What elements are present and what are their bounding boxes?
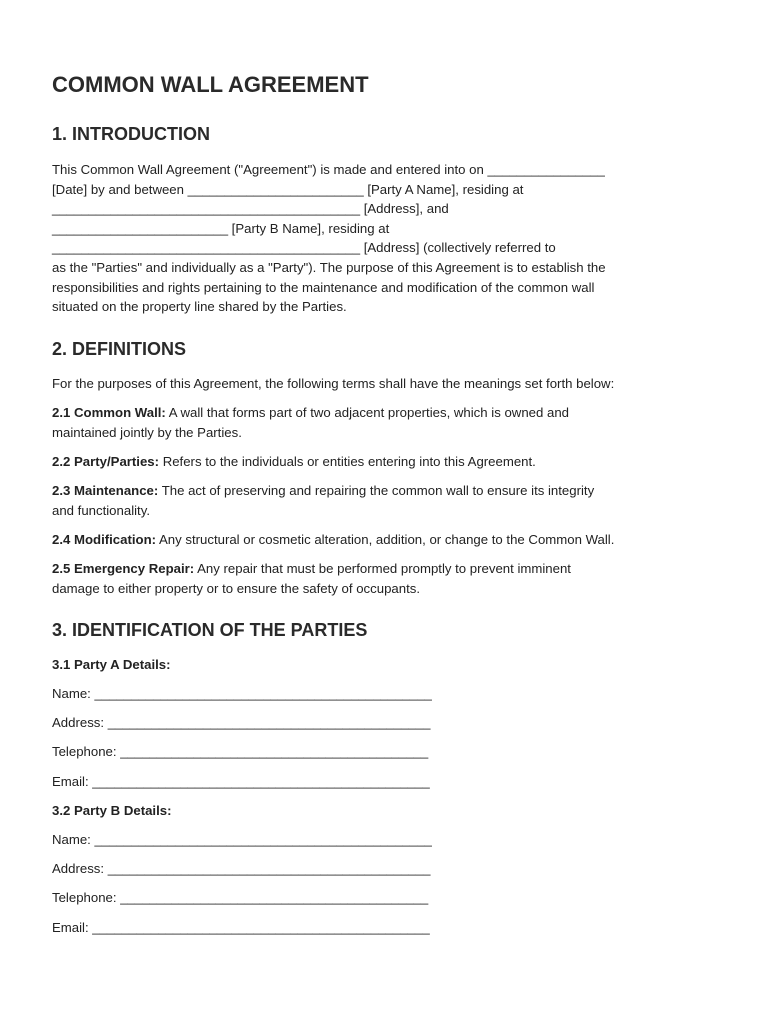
section-definitions-heading: 2. DEFINITIONS [52,339,187,359]
party-b-address-field[interactable]: Address: ____________________________________________ [52,861,431,876]
party-b-details-heading: 3.2 Party B Details: [52,803,172,818]
introduction-line: ________________________ [Party B Name], residing at [52,220,390,236]
party-a-email-field[interactable]: Email: ______________________________________________ [52,774,430,789]
party-a-address-field[interactable]: Address: ____________________________________________ [52,715,431,730]
definition-modification [52,530,614,550]
definition-text: Any structural or cosmetic alteration, addition, or change to the Common Wall. [156,532,615,547]
definition-term: 2.2 Party/Parties: [52,454,160,469]
introduction-line: __________________________________________ [Address], and [52,201,449,217]
definition-term: 2.3 Maintenance: [52,483,159,498]
definition-text: Any repair that must be performed promptly to prevent imminent [194,561,571,576]
definition-text: and functionality. [52,502,150,518]
document-title: COMMON WALL AGREEMENT [52,72,369,97]
definition-emergency-repair [52,559,571,598]
introduction-line: [Date] by and between ________________________ [Party A Name], residing at [52,181,524,197]
introduction-line: situated on the property line shared by the Parties. [52,299,347,315]
party-b-telephone-field[interactable]: Telephone: __________________________________________ [52,890,429,905]
introduction-line: responsibilities and rights pertaining to the maintenance and modification of the common wall [52,279,595,295]
definition-text: A wall that forms part of two adjacent properties, which is owned and [165,405,569,420]
definition-text: The act of preserving and repairing the common wall to ensure its integrity [158,483,595,498]
party-b-email-field[interactable]: Email: ______________________________________________ [52,920,430,935]
party-a-details-heading: 3.1 Party A Details: [52,657,171,672]
definition-text: damage to either property or to ensure the safety of occupants. [52,580,421,596]
introduction-line: This Common Wall Agreement ("Agreement") is made and entered into on ________________ [52,162,605,177]
section-introduction-heading: 1. INTRODUCTION [52,124,211,144]
definitions-intro: For the purposes of this Agreement, the following terms shall have the meanings set forth below: [52,376,615,391]
definition-term: 2.5 Emergency Repair: [52,561,195,576]
party-a-telephone-field[interactable]: Telephone: __________________________________________ [52,744,429,759]
section-identification-heading: 3. IDENTIFICATION OF THE PARTIES [52,620,368,640]
definition-maintenance [52,481,594,520]
definition-term: 2.1 Common Wall: [52,405,166,420]
introduction-line: __________________________________________ [Address] (collectively referred to [52,240,556,256]
definition-text: maintained jointly by the Parties. [52,424,242,440]
introduction-line: as the "Parties" and individually as a "Party"). The purpose of this Agreement is to establish the [52,259,606,275]
party-b-name-field[interactable]: Name: ______________________________________________ [52,832,432,847]
definition-term: 2.4 Modification: [52,532,157,547]
definition-common-wall [52,403,569,442]
party-a-name-field[interactable]: Name: ______________________________________________ [52,686,432,701]
definition-party [52,452,536,472]
definition-text: Refers to the individuals or entities entering into this Agreement. [159,454,536,469]
introduction-paragraph [52,160,720,317]
